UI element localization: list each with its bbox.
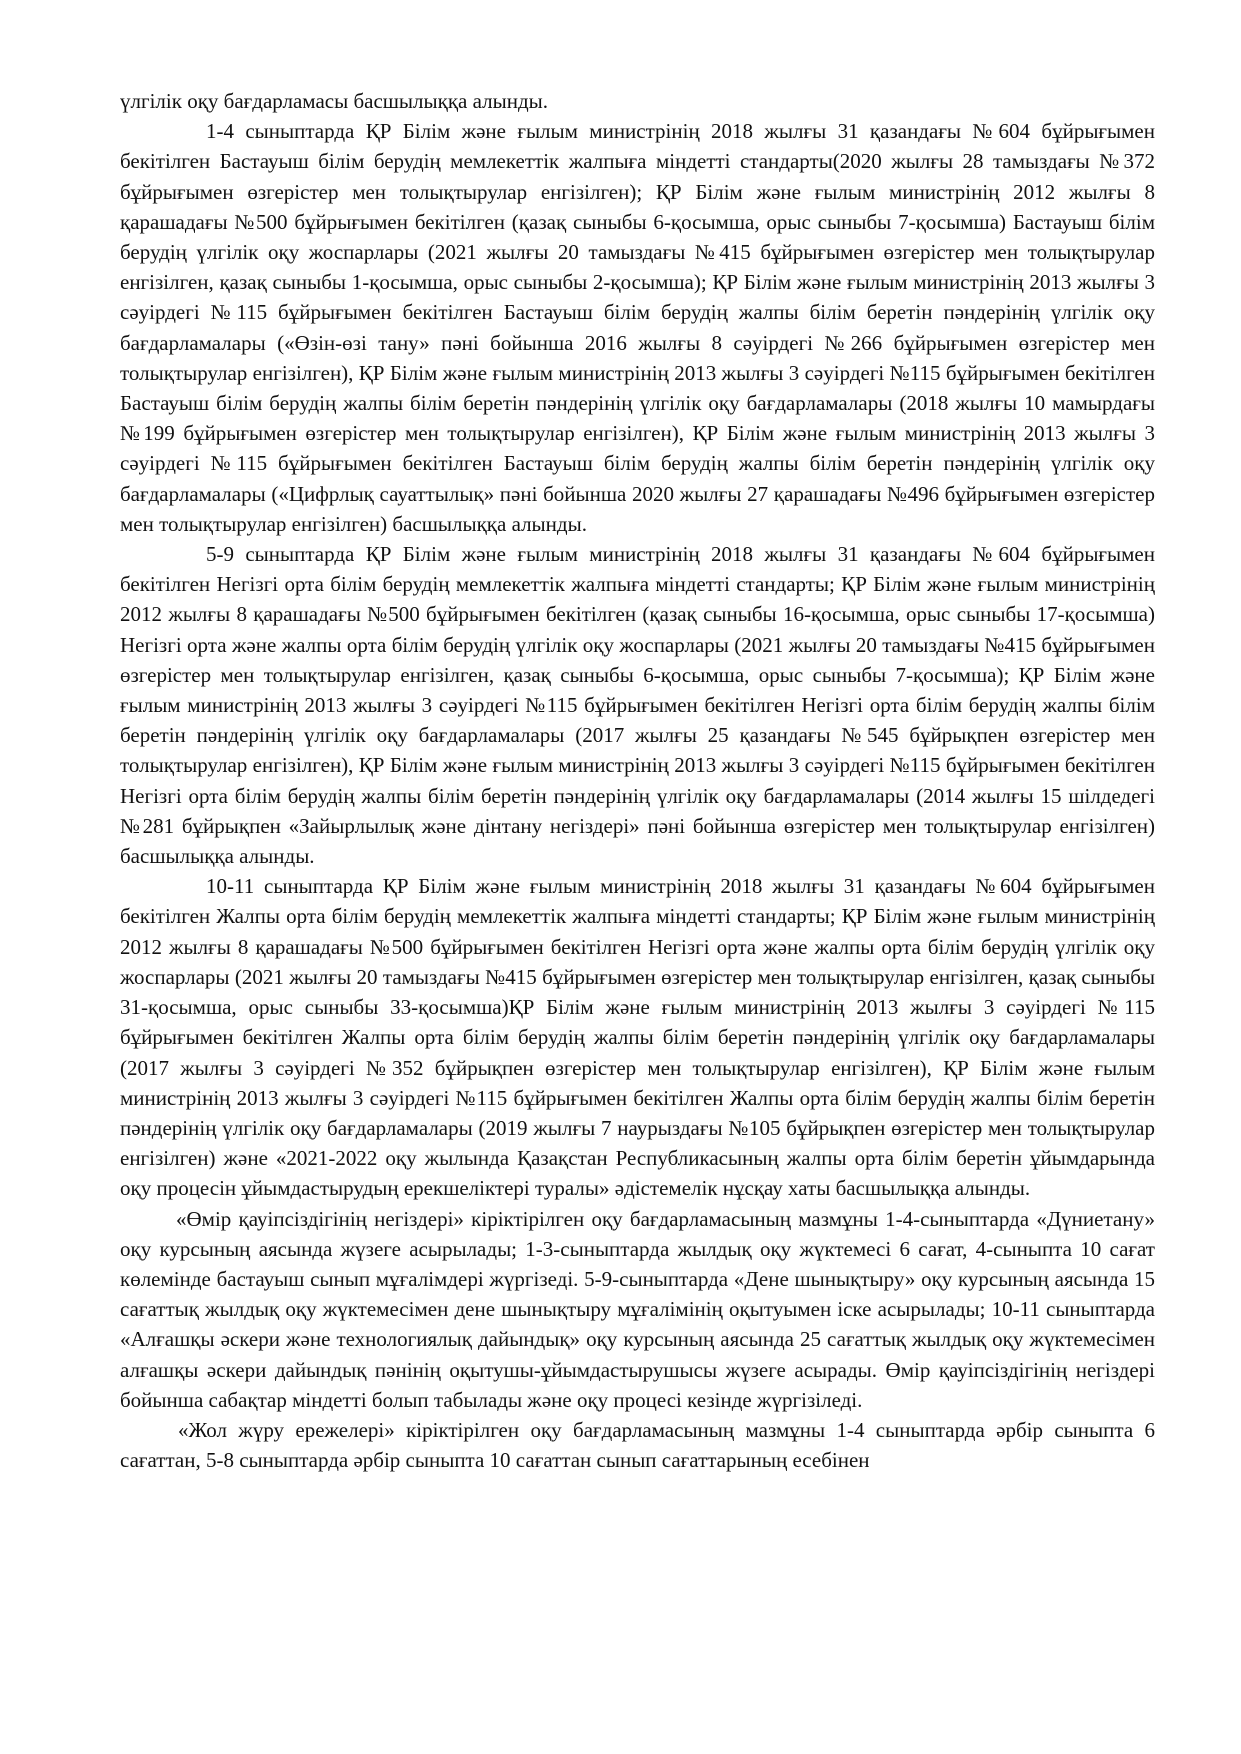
document-page <box>120 86 1155 1475</box>
paragraph-grades-5-9: 5-9 сыныптарда ҚР Білім және ғылым министрінің 2018 жылғы 31 қазандағы №604 бұйрығымен бекітілген Негізгі орта білім берудің мемлекеттік жалпыға міндетті стандарты; ҚР Білім және ғылым министрінің 2012 жылғы 8 қарашадағы №500 бұйрығымен бекітілген (қазақ сыныбы 16-қосымша, орыс сыныбы 17-қосымша) Негізгі орта және жалпы орта білім берудің үлгілік оқу жоспарлары (2021 жылғы 20 тамыздағы №415 бұйрығымен өзгерістер мен толықтырулар енгізілген, қазақ сыныбы 6-қосымша, орыс сыныбы 7-қосымша); ҚР Білім және ғылым министрінің 2013 жылғы 3 сәуірдегі №115 бұйрығымен бекітілген Негізгі орта білім берудің жалпы білім беретін пәндерінің үлгілік оқу бағдарламалары (2017 жылғы 25 қазандағы №545 бұйрықпен өзгерістер мен толықтырулар енгізілген), ҚР Білім және ғылым министрінің 2013 жылғы 3 сәуірдегі №115 бұйрығымен бекітілген Негізгі орта білім берудің жалпы білім беретін пәндерінің үлгілік оқу бағдарламалары (2014 жылғы 15 шілдедегі №281 бұйрықпен «Зайырлылық және дінтану негіздері» пәні бойынша өзгерістер мен толықтырулар енгізілген) басшылыққа алынды. <box>120 542 1155 869</box>
paragraph-grades-1-4: 1-4 сыныптарда ҚР Білім және ғылым министрінің 2018 жылғы 31 қазандағы №604 бұйрығымен бекітілген Бастауыш білім берудің мемлекеттік жалпыға міндетті стандарты(2020 жылғы 28 тамыздағы №372 бұйрығымен өзгерістер мен толықтырулар енгізілген); ҚР Білім және ғылым министрінің 2012 жылғы 8 қарашадағы №500 бұйрығымен бекітілген (қазақ сыныбы 6-қосымша, орыс сыныбы 7-қосымша) Бастауыш білім берудің үлгілік оқу жоспарлары (2021 жылғы 20 тамыздағы №415 бұйрығымен өзгерістер мен толықтырулар енгізілген, қазақ сыныбы 1-қосымша, орыс сыныбы 2-қосымша); ҚР Білім және ғылым министрінің 2013 жылғы 3 сәуірдегі №115 бұйрығымен бекітілген Бастауыш білім берудің жалпы білім беретін пәндерінің үлгілік оқу бағдарламалары («Өзін-өзі тану» пәні бойынша 2016 жылғы 8 сәуірдегі №266 бұйрығымен өзгерістер мен толықтырулар енгізілген), ҚР Білім және ғылым министрінің 2013 жылғы 3 сәуірдегі №115 бұйрығымен бекітілген Бастауыш білім берудің жалпы білім беретін пәндерінің үлгілік оқу бағдарламалары (2018 жылғы 10 мамырдағы №199 бұйрығымен өзгерістер мен толықтырулар енгізілген), ҚР Білім және ғылым министрінің 2013 жылғы 3 сәуірдегі №115 бұйрығымен бекітілген Бастауыш білім берудің жалпы білім беретін пәндерінің үлгілік оқу бағдарламалары («Цифрлық сауаттылық» пәні бойынша 2020 жылғы 27 қарашадағы №496 бұйрығымен өзгерістер мен толықтырулар енгізілген) басшылыққа алынды. <box>120 119 1155 536</box>
paragraph-life-safety: «Өмір қауіпсіздігінің негіздері» кіріктірілген оқу бағдарламасының мазмұны 1-4-сыныптарда «Дүниетану» оқу курсының аясында жүзеге асырылады; 1-3-сыныптарда жылдық оқу жүктемесі 6 сағат, 4-сыныпта 10 сағат көлемінде бастауыш сынып мұғалімдері жүргізеді. 5-9-сыныптарда «Дене шынықтыру» оқу курсының аясында 15 сағаттық жылдық оқу жүктемесімен дене шынықтыру мұғалімінің оқытуымен іске асырылады; 10-11 сыныптарда «Алғашқы әскери және технологиялық дайындық» оқу курсының аясында 25 сағаттық жылдық оқу жүктемесімен алғашқы әскери дайындық пәнінің оқытушы-ұйымдастырушысы жүзеге асырады. Өмір қауіпсіздігінің негіздері бойынша сабақтар міндетті болып табылады және оқу процесі кезінде жүргізіледі. <box>120 1206 1155 1412</box>
paragraph-continuation: үлгілік оқу бағдарламасы басшылыққа алынды. <box>120 89 548 113</box>
paragraph-grades-10-11: 10-11 сыныптарда ҚР Білім және ғылым министрінің 2018 жылғы 31 қазандағы №604 бұйрығымен бекітілген Жалпы орта білім берудің мемлекеттік жалпыға міндетті стандарты; ҚР Білім және ғылым министрінің 2012 жылғы 8 қарашадағы №500 бұйрығымен бекітілген Негізгі орта және жалпы орта білім берудің үлгілік оқу жоспарлары (2021 жылғы 20 тамыздағы №415 бұйрығымен өзгерістер мен толықтырулар енгізілген, қазақ сыныбы 31-қосымша, орыс сыныбы 33-қосымша)ҚР Білім және ғылым министрінің 2013 жылғы 3 сәуірдегі №115 бұйрығымен бекітілген Жалпы орта білім берудің жалпы білім беретін пәндерінің үлгілік оқу бағдарламалары (2017 жылғы 3 сәуірдегі №352 бұйрықпен өзгерістер мен толықтырулар енгізілген), ҚР Білім және ғылым министрінің 2013 жылғы 3 сәуірдегі №115 бұйрығымен бекітілген Жалпы орта білім берудің жалпы білім беретін пәндерінің үлгілік оқу бағдарламалары (2019 жылғы 7 наурыздағы №105 бұйрықпен өзгерістер мен толықтырулар енгізілген) және «2021-2022 оқу жылында Қазақстан Республикасының жалпы орта білім беретін ұйымдарында оқу процесін ұйымдастырудың ерекшеліктері туралы» әдістемелік нұсқау хаты басшылыққа алынды. <box>120 874 1155 1201</box>
paragraph-traffic-rules: «Жол жүру ережелері» кіріктірілген оқу бағдарламасының мазмұны 1-4 сыныптарда әрбір сыныпта 6 сағаттан, 5-8 сыныптарда әрбір сыныпта 10 сағаттан сынып сағаттарының есебінен <box>120 1417 1155 1473</box>
